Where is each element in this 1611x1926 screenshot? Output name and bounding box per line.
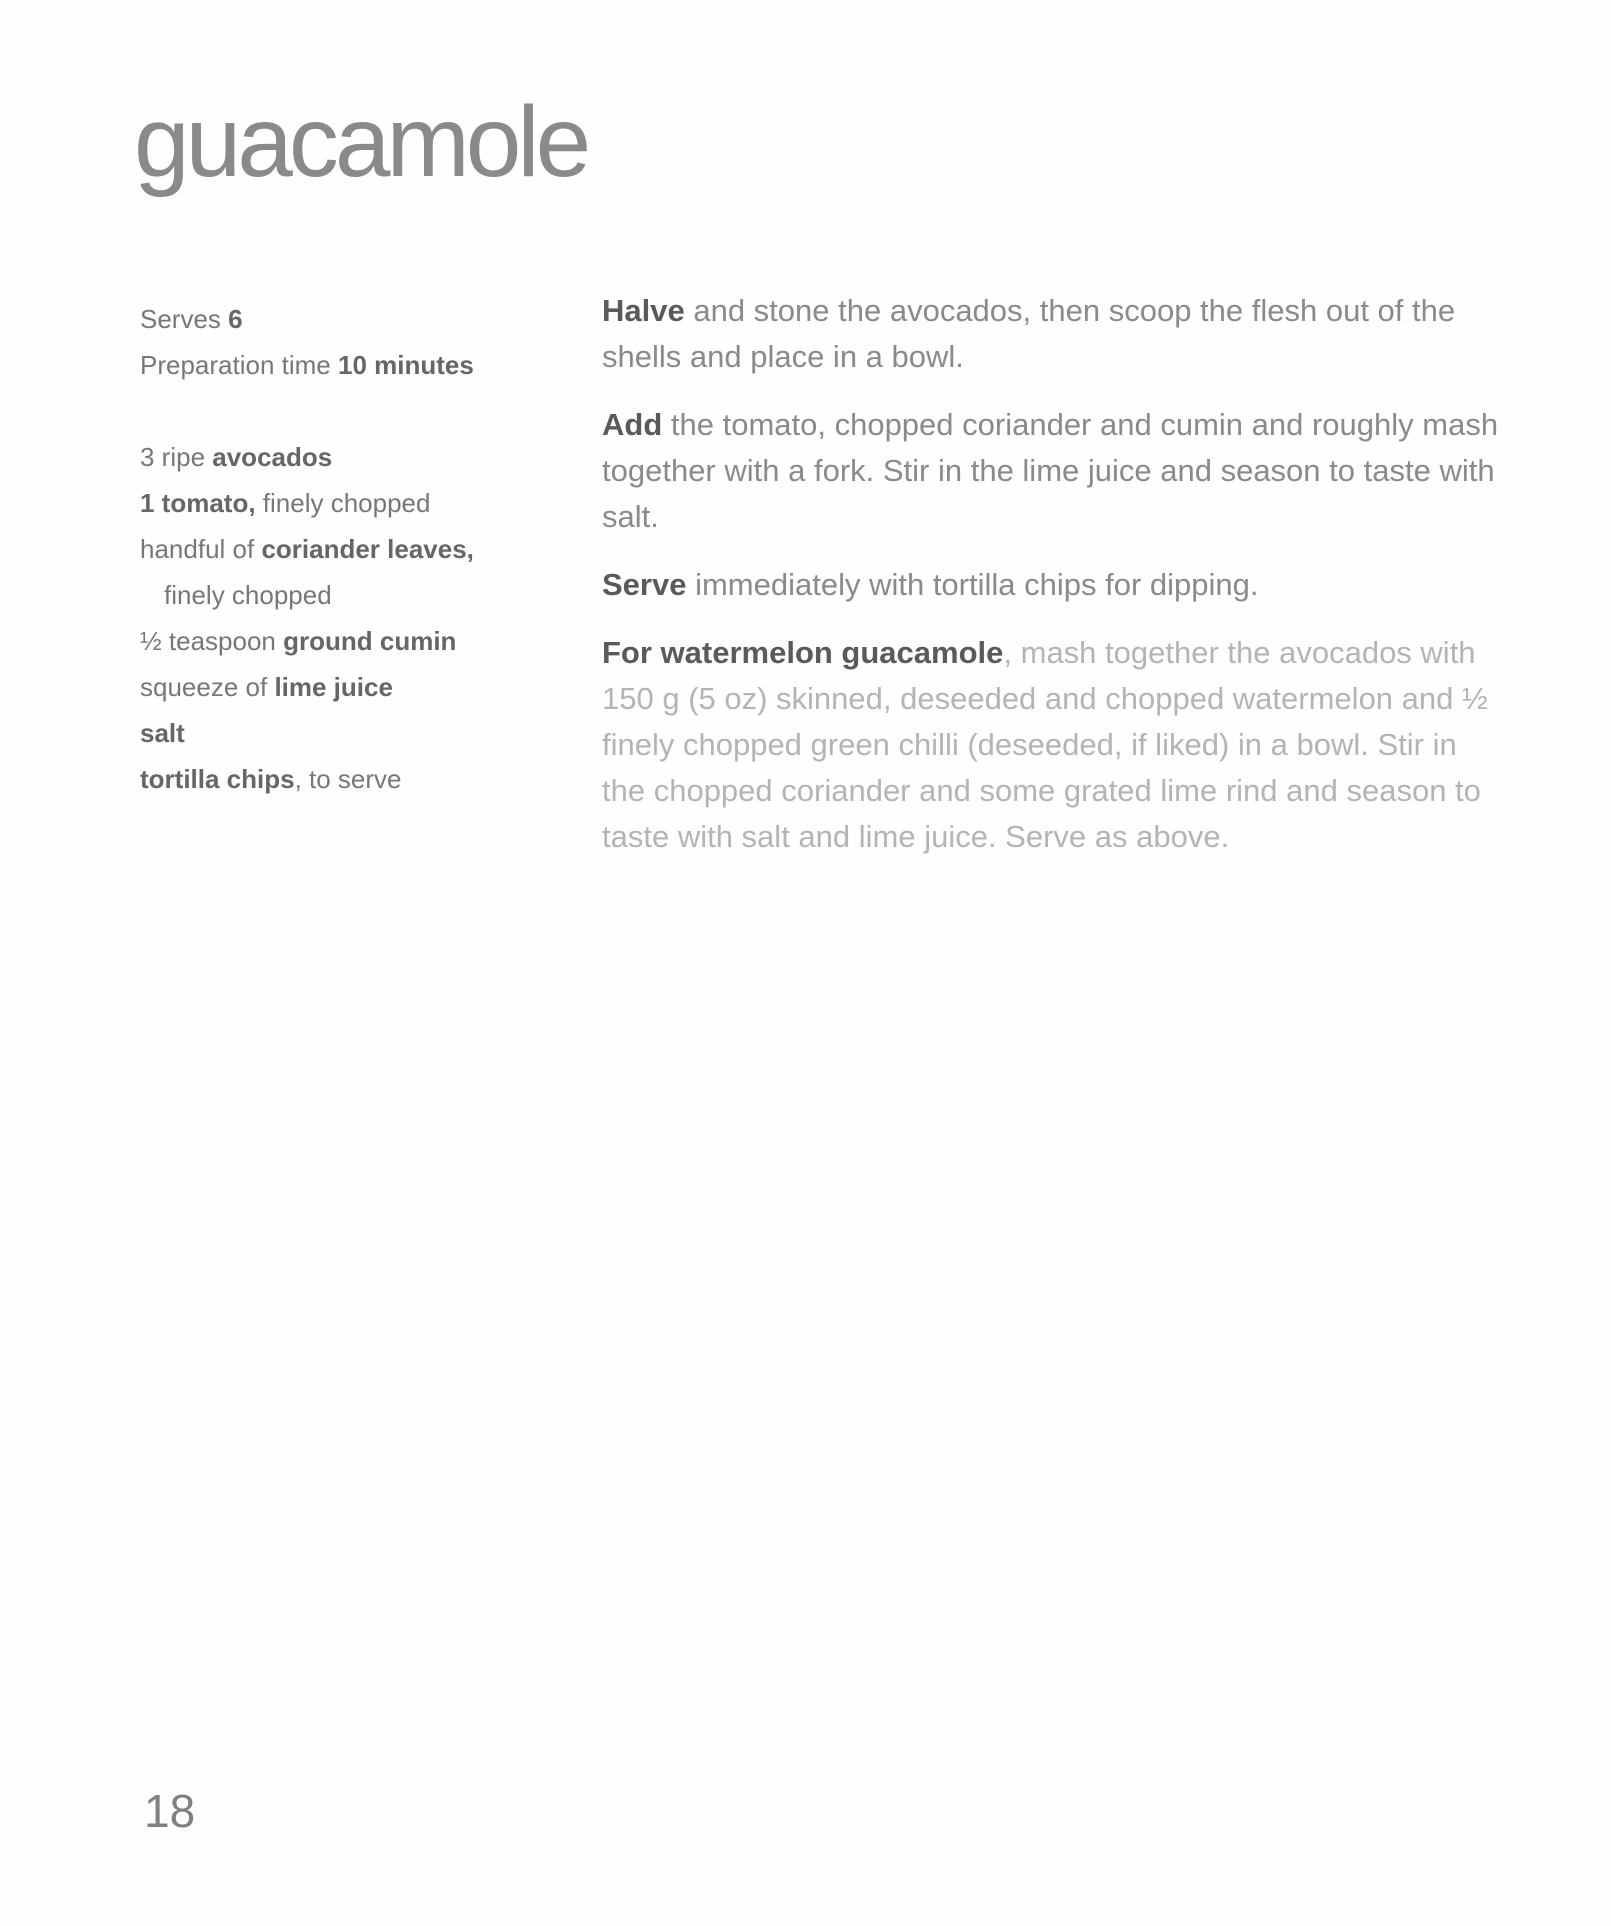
ingredient-text: squeeze of xyxy=(140,672,275,702)
step-text: immediately with tortilla chips for dipping. xyxy=(686,567,1259,602)
serves xyxy=(140,296,560,342)
page-number: 18 xyxy=(144,1785,196,1837)
method-step xyxy=(602,288,1502,380)
variation-lead: For watermelon guacamole xyxy=(602,635,1004,670)
method-step xyxy=(602,562,1502,608)
ingredient-bold: salt xyxy=(140,718,185,748)
recipe-title: guacamole xyxy=(134,86,588,198)
ingredient-text: finely chopped xyxy=(164,580,332,610)
prep-label: Preparation time xyxy=(140,350,338,380)
method-column xyxy=(602,288,1502,882)
ingredients-column xyxy=(140,296,560,802)
step-lead: Add xyxy=(602,407,663,442)
prep-value: 10 minutes xyxy=(337,350,474,380)
ingredient-bold: avocados xyxy=(212,442,333,472)
serves-label: Serves xyxy=(140,304,229,334)
step-lead: Serve xyxy=(602,567,687,602)
ingredient-item xyxy=(140,710,560,756)
method-step xyxy=(602,402,1502,540)
ingredient-item xyxy=(140,664,560,710)
ingredient-item xyxy=(140,618,560,664)
ingredient-item xyxy=(140,480,560,526)
ingredient-bold: 1 tomato, xyxy=(140,488,256,518)
ingredient-text: 3 ripe xyxy=(140,442,213,472)
ingredient-item xyxy=(140,526,560,572)
ingredient-text: handful of xyxy=(140,534,262,564)
serves-value: 6 xyxy=(228,304,243,334)
step-text: and stone the avocados, then scoop the flesh out of the shells and place in a bowl. xyxy=(602,293,1456,374)
ingredient-item xyxy=(140,756,560,802)
variation-note xyxy=(602,630,1502,860)
ingredient-item xyxy=(140,434,560,480)
ingredient-bold: coriander leaves, xyxy=(261,534,474,564)
variation-text: , mash together the avocados with 150 g (5 oz) skinned, deseeded and chopped watermelon and ½ finely chopped green chilli (deseeded, if liked) in a bowl. Stir in the chopped coriander and some grated lime rind and season to taste with salt and lime juice. Serve as above. xyxy=(602,635,1488,854)
ingredient-bold: lime juice xyxy=(274,672,393,702)
step-lead: Halve xyxy=(602,293,685,328)
ingredient-bold: ground cumin xyxy=(283,626,457,656)
ingredient-text: , to serve xyxy=(294,764,402,794)
step-text: the tomato, chopped coriander and cumin and roughly mash together with a fork. Stir in the lime juice and season to taste with salt. xyxy=(602,407,1499,534)
ingredient-item xyxy=(140,572,560,618)
ingredient-text: ½ teaspoon xyxy=(140,626,284,656)
ingredient-text: finely chopped xyxy=(255,488,431,518)
ingredient-bold: tortilla chips xyxy=(140,764,295,794)
prep-time xyxy=(140,342,560,388)
